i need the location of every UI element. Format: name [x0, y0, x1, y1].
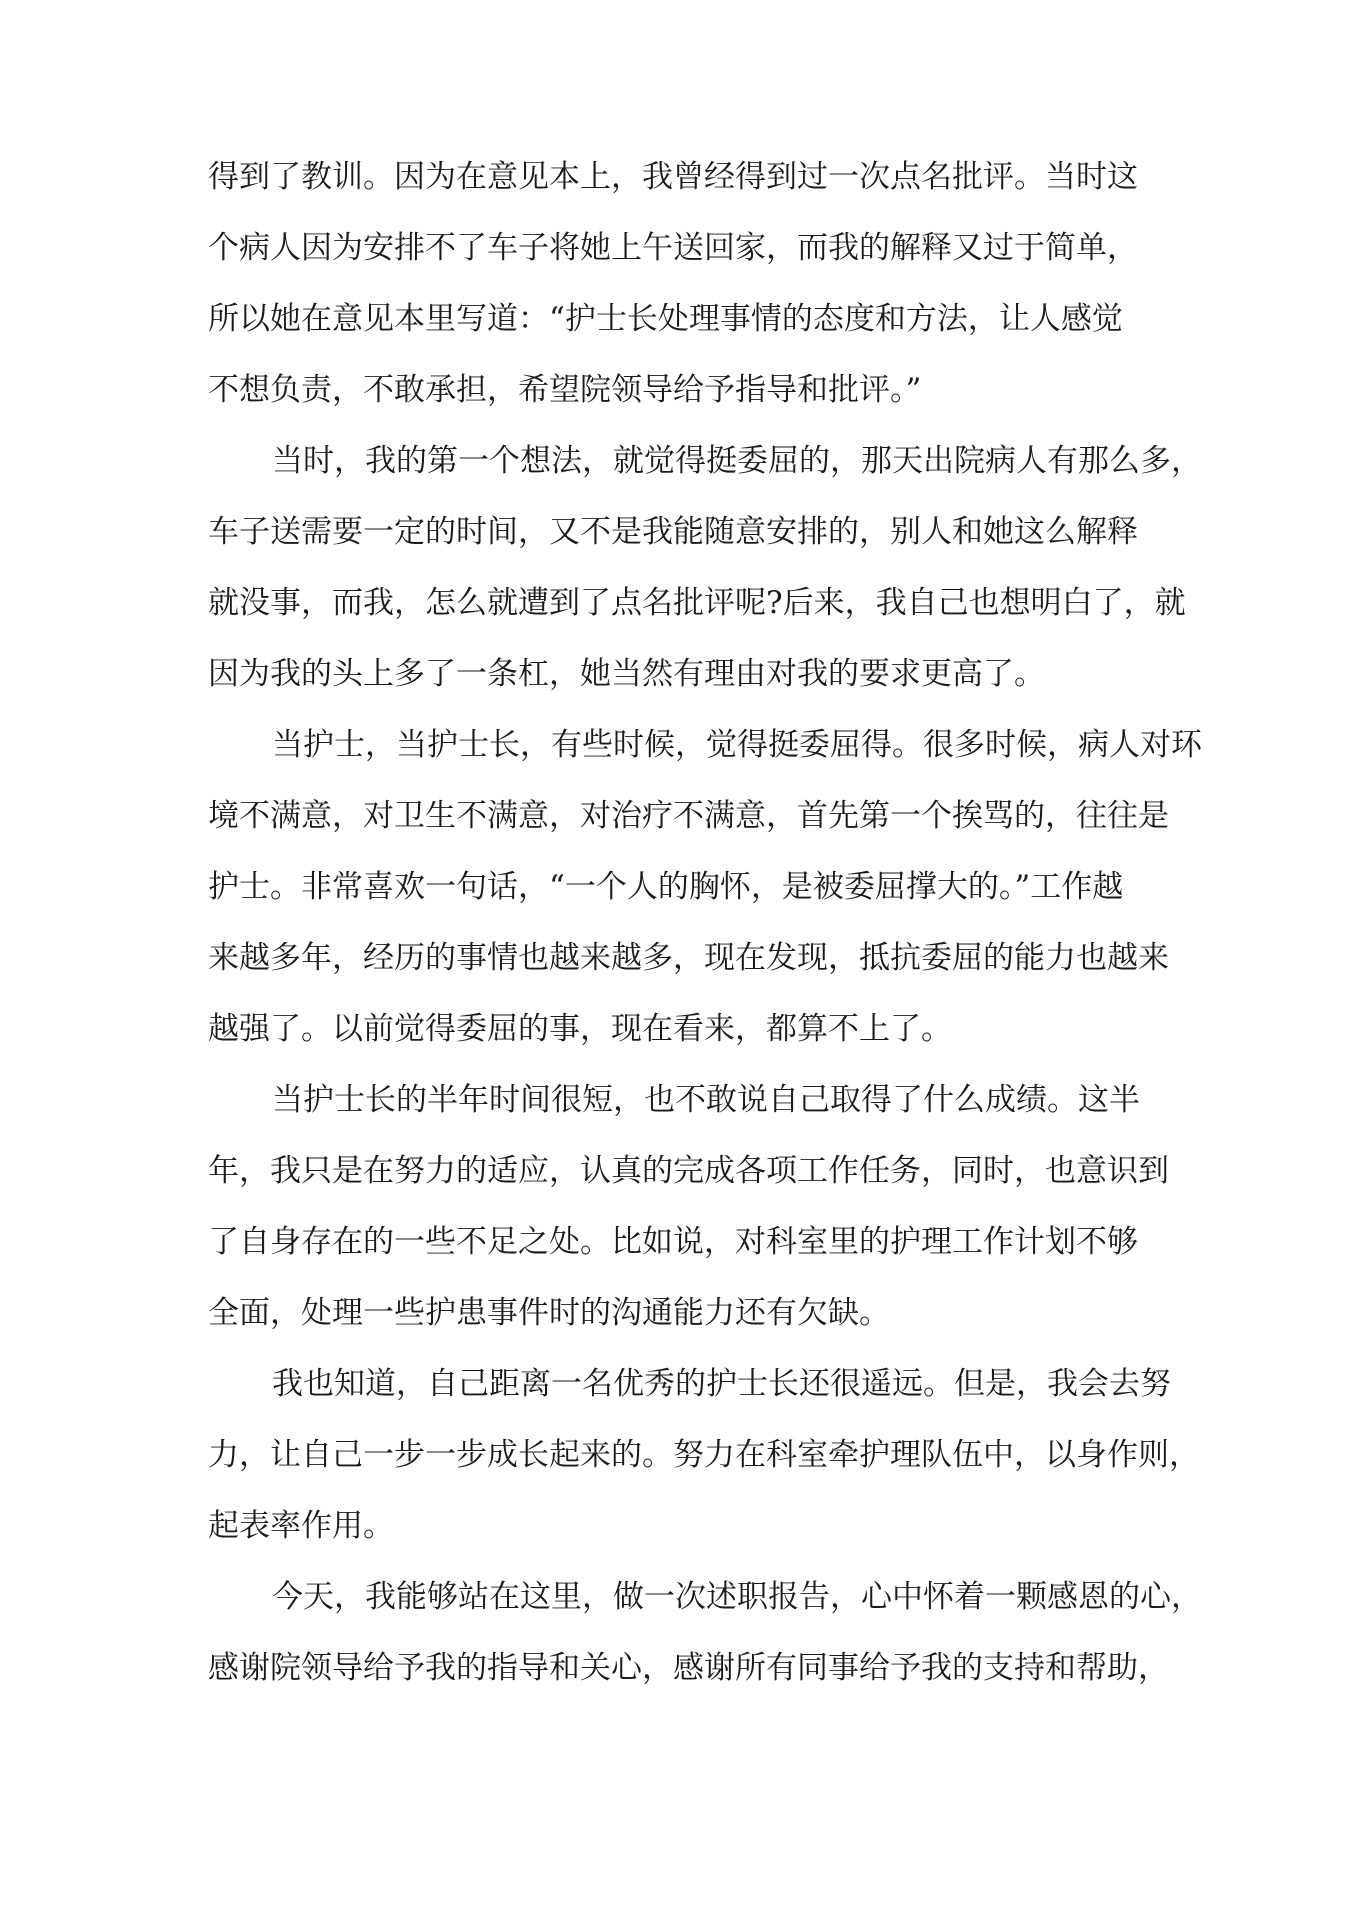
paragraph-line: 力，让自己一步一步成长起来的。努力在科室牵护理队伍中，以身作则，: [208, 1437, 1200, 1473]
paragraph-2: [208, 426, 1202, 710]
paragraph-5: [208, 1349, 1200, 1562]
paragraph-line: 起表率作用。: [208, 1508, 394, 1544]
paragraph-line: 个病人因为安排不了车子将她上午送回家，而我的解释又过于简单，: [208, 230, 1138, 266]
document-body: [208, 142, 1202, 1704]
paragraph-line: 当时，我的第一个想法，就觉得挺委屈的，那天出院病人有那么多，: [272, 443, 1202, 479]
paragraph-line: 了自身存在的一些不足之处。比如说，对科室里的护理工作计划不够: [208, 1224, 1138, 1260]
paragraph-line: 越强了。以前觉得委屈的事，现在看来，都算不上了。: [208, 1011, 952, 1047]
paragraph-line: 护士。非常喜欢一句话，“一个人的胸怀，是被委屈撑大的。”工作越: [208, 869, 1124, 905]
paragraph-line: 来越多年，经历的事情也越来越多，现在发现，抵抗委屈的能力也越来: [208, 940, 1169, 976]
paragraph-line: 我也知道，自己距离一名优秀的护士长还很遥远。但是，我会去努: [272, 1366, 1171, 1402]
paragraph-line: 感谢院领导给予我的指导和关心，感谢所有同事给予我的支持和帮助，: [208, 1650, 1169, 1686]
paragraph-3: [208, 710, 1202, 1065]
paragraph-line: 因为我的头上多了一条杠，她当然有理由对我的要求更高了。: [208, 656, 1045, 692]
paragraph-line: 车子送需要一定的时间，又不是我能随意安排的，别人和她这么解释: [208, 514, 1138, 550]
paragraph-line: 所以她在意见本里写道：“护士长处理事情的态度和方法，让人感觉: [208, 301, 1123, 337]
paragraph-line: 不想负责，不敢承担，希望院领导给予指导和批评。”: [208, 372, 922, 408]
paragraph-4: [208, 1065, 1168, 1349]
paragraph-line: 就没事，而我，怎么就遭到了点名批评呢?后来，我自己也想明白了，就: [208, 585, 1186, 621]
paragraph-line: 得到了教训。因为在意见本上，我曾经得到过一次点名批评。当时这: [208, 159, 1138, 195]
paragraph-line: 全面，处理一些护患事件时的沟通能力还有欠缺。: [208, 1295, 890, 1331]
paragraph-line: 当护士，当护士长，有些时候，觉得挺委屈得。很多时候，病人对环: [272, 727, 1202, 763]
paragraph-6: [208, 1562, 1202, 1704]
paragraph-line: 今天，我能够站在这里，做一次述职报告，心中怀着一颗感恩的心，: [272, 1579, 1202, 1615]
paragraph-line: 年，我只是在努力的适应，认真的完成各项工作任务，同时，也意识到: [208, 1153, 1169, 1189]
paragraph-line: 境不满意，对卫生不满意，对治疗不满意，首先第一个挨骂的，往往是: [208, 798, 1169, 834]
paragraph-line: 当护士长的半年时间很短，也不敢说自己取得了什么成绩。这半: [272, 1082, 1140, 1118]
paragraph-1: [208, 142, 1168, 426]
